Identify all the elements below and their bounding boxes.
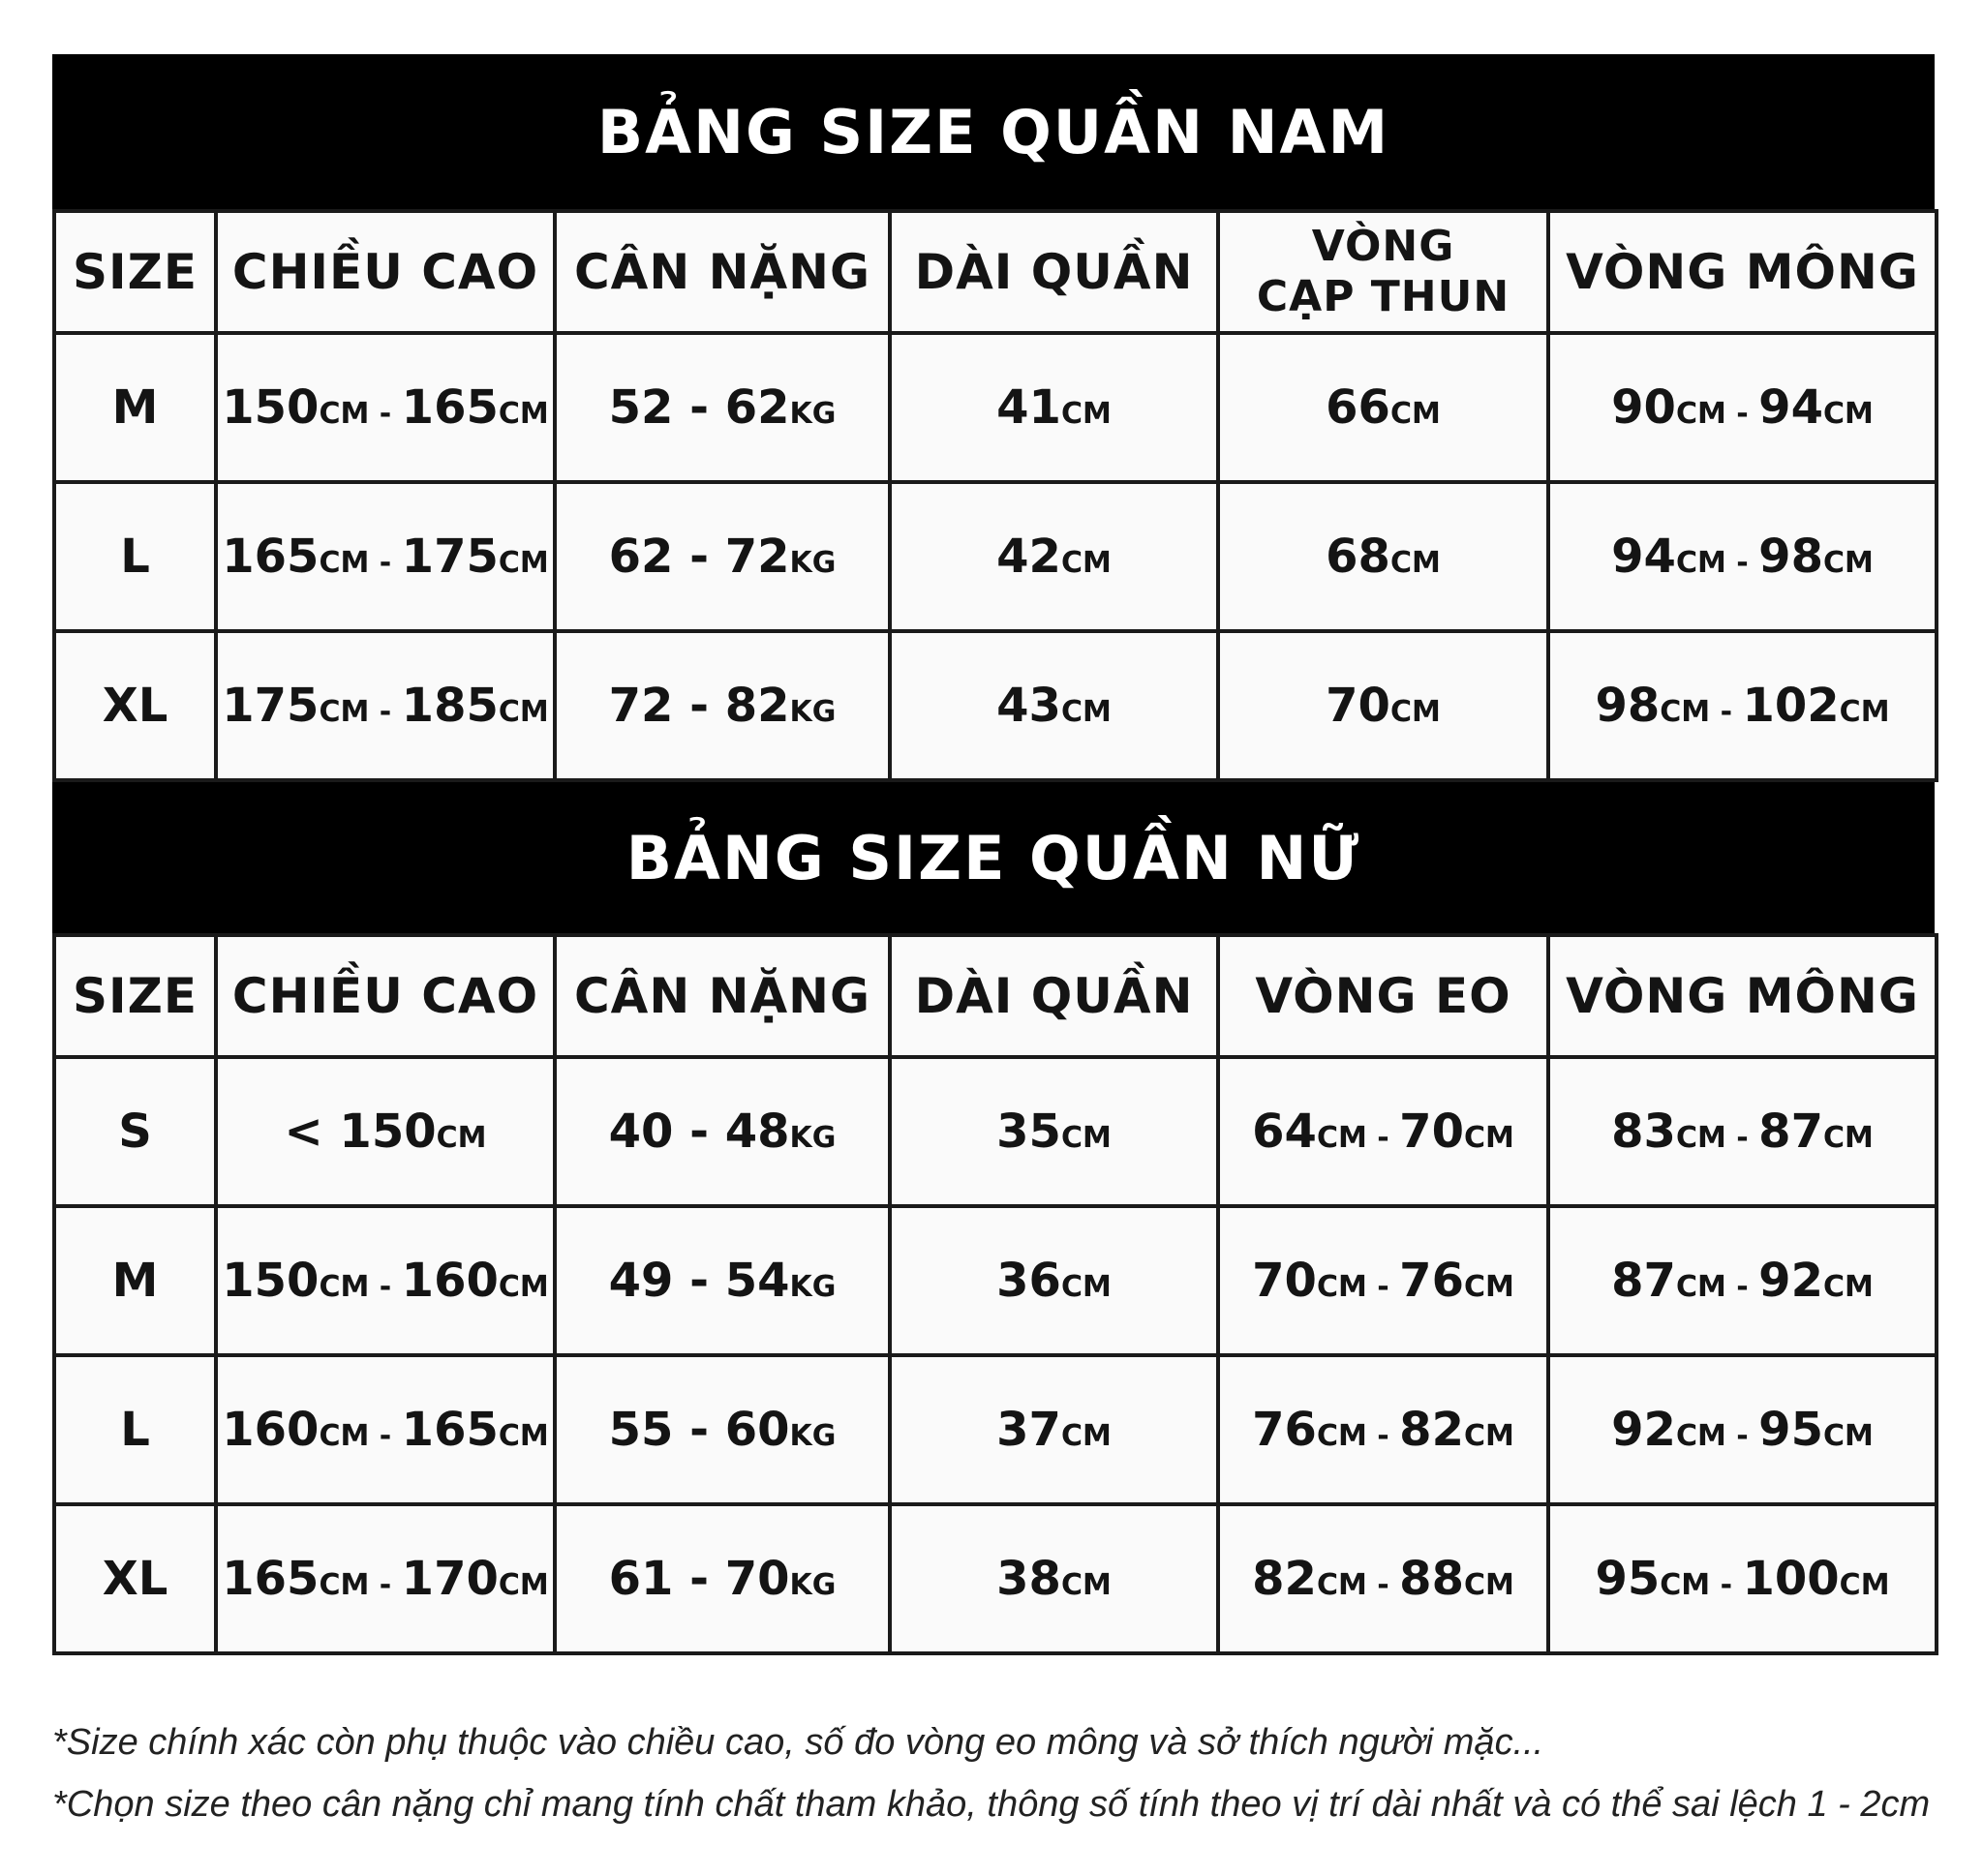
- men-header-row: [54, 211, 1937, 333]
- height-separator: -: [369, 397, 402, 431]
- hip-to-unit: CM: [1822, 1419, 1874, 1453]
- hip-from-value: 87: [1611, 1254, 1676, 1308]
- weight-from-value: 52 - 62: [608, 380, 790, 435]
- length-unit: CM: [1060, 1121, 1112, 1155]
- hip-from-value: 92: [1611, 1403, 1676, 1457]
- hip-separator: -: [1725, 1270, 1759, 1304]
- height-value: < 150: [284, 1104, 437, 1159]
- waistband-unit: CM: [1389, 397, 1441, 431]
- header-size: SIZE: [54, 211, 216, 333]
- hip-from-unit: CM: [1660, 695, 1711, 729]
- length-cell: [890, 631, 1218, 780]
- hip-to-value: 102: [1742, 679, 1840, 733]
- length-unit: CM: [1060, 695, 1112, 729]
- hip-cell: [1548, 1355, 1937, 1504]
- waist-to-value: 70: [1399, 1104, 1464, 1159]
- hip-separator: -: [1725, 1121, 1759, 1155]
- height-cell: [216, 1504, 555, 1653]
- hip-separator: -: [1710, 695, 1743, 729]
- size-cell: XL: [54, 631, 216, 780]
- hip-to-unit: CM: [1822, 1270, 1874, 1304]
- size-cell: L: [54, 482, 216, 631]
- hip-from-unit: CM: [1675, 1419, 1726, 1453]
- weight-from-value: 40 - 48: [608, 1104, 790, 1159]
- height-to-value: 160: [401, 1254, 499, 1308]
- waistband-cell: [1218, 333, 1548, 482]
- height-from-unit: CM: [319, 1419, 370, 1453]
- height-cell: [216, 1057, 555, 1206]
- waistband-unit: CM: [1389, 546, 1441, 580]
- height-from-unit: CM: [319, 397, 370, 431]
- hip-cell: [1548, 333, 1937, 482]
- height-separator: -: [369, 1568, 402, 1602]
- weight-unit: KG: [789, 1121, 837, 1155]
- length-unit: CM: [1060, 1270, 1112, 1304]
- waist-to-unit: CM: [1463, 1121, 1514, 1155]
- hip-to-value: 94: [1758, 380, 1823, 435]
- hip-from-unit: CM: [1675, 1121, 1726, 1155]
- header-weight: CÂN NẶNG: [555, 935, 890, 1057]
- women-header-row: [54, 935, 1937, 1057]
- waistband-value: 68: [1326, 530, 1390, 584]
- header-hip: VÒNG MÔNG: [1548, 935, 1937, 1057]
- note-line-2: *Chọn size theo cân nặng chỉ mang tính chất tham khảo, thông số tính theo vị trí dài nhất và có thể sai lệch 1 - 2cm: [52, 1784, 1931, 1825]
- height-from-value: 150: [222, 1254, 320, 1308]
- length-cell: [890, 1355, 1218, 1504]
- height-to-unit: CM: [498, 546, 549, 580]
- header-waist: VÒNG EO: [1218, 935, 1548, 1057]
- height-separator: -: [369, 1419, 402, 1453]
- hip-to-unit: CM: [1839, 695, 1890, 729]
- height-to-value: 165: [401, 1403, 499, 1457]
- height-from-value: 160: [222, 1403, 320, 1457]
- waist-from-unit: CM: [1316, 1121, 1367, 1155]
- weight-cell: [555, 631, 890, 780]
- height-separator: -: [369, 1270, 402, 1304]
- header-waistband: [1218, 211, 1548, 333]
- height-to-value: 185: [401, 679, 499, 733]
- weight-unit: KG: [789, 1419, 837, 1453]
- hip-from-unit: CM: [1675, 1270, 1726, 1304]
- weight-from-value: 61 - 70: [608, 1552, 790, 1606]
- height-separator: -: [369, 695, 402, 729]
- length-cell: [890, 333, 1218, 482]
- length-cell: [890, 482, 1218, 631]
- header-hip: VÒNG MÔNG: [1548, 211, 1937, 333]
- height-to-unit: CM: [498, 1419, 549, 1453]
- women-size-title: BẢNG SIZE QUẦN NỮ: [52, 782, 1935, 933]
- weight-cell: [555, 1057, 890, 1206]
- waistband-value: 70: [1326, 679, 1390, 733]
- hip-to-value: 92: [1758, 1254, 1823, 1308]
- length-unit: CM: [1060, 1568, 1112, 1602]
- weight-from-value: 49 - 54: [608, 1254, 790, 1308]
- height-separator: -: [369, 546, 402, 580]
- weight-from-value: 55 - 60: [608, 1403, 790, 1457]
- weight-unit: KG: [789, 1270, 837, 1304]
- waist-separator: -: [1366, 1270, 1400, 1304]
- weight-unit: KG: [789, 1568, 837, 1602]
- hip-cell: [1548, 1504, 1937, 1653]
- height-unit: CM: [436, 1121, 487, 1155]
- hip-to-unit: CM: [1822, 1121, 1874, 1155]
- header-size: SIZE: [54, 935, 216, 1057]
- hip-cell: [1548, 482, 1937, 631]
- size-cell: S: [54, 1057, 216, 1206]
- height-from-unit: CM: [319, 1568, 370, 1602]
- size-chart-sheet: [52, 54, 1935, 1655]
- hip-from-value: 95: [1595, 1552, 1661, 1606]
- size-notes: [52, 1711, 1935, 1835]
- weight-unit: KG: [789, 546, 837, 580]
- header-waistband-line2: CẠP THUN: [1256, 272, 1510, 321]
- length-cell: [890, 1504, 1218, 1653]
- weight-from-value: 72 - 82: [608, 679, 790, 733]
- size-cell: M: [54, 1206, 216, 1355]
- hip-separator: -: [1725, 397, 1759, 431]
- hip-to-value: 98: [1758, 530, 1823, 584]
- hip-from-unit: CM: [1675, 546, 1726, 580]
- waist-to-unit: CM: [1463, 1568, 1514, 1602]
- men-size-table: [52, 209, 1938, 782]
- waistband-cell: [1218, 631, 1548, 780]
- weight-cell: [555, 1355, 890, 1504]
- waist-from-unit: CM: [1316, 1270, 1367, 1304]
- height-to-unit: CM: [498, 1568, 549, 1602]
- hip-to-value: 100: [1742, 1552, 1840, 1606]
- hip-to-unit: CM: [1822, 546, 1874, 580]
- height-cell: [216, 1355, 555, 1504]
- waistband-value: 66: [1326, 380, 1390, 435]
- waist-cell: [1218, 1504, 1548, 1653]
- height-from-value: 175: [222, 679, 320, 733]
- height-cell: [216, 333, 555, 482]
- table-row: [54, 1206, 1937, 1355]
- table-row: [54, 333, 1937, 482]
- length-cell: [890, 1057, 1218, 1206]
- weight-cell: [555, 1206, 890, 1355]
- height-to-value: 170: [401, 1552, 499, 1606]
- waist-cell: [1218, 1057, 1548, 1206]
- height-from-unit: CM: [319, 695, 370, 729]
- length-value: 36: [996, 1254, 1061, 1308]
- waist-to-value: 76: [1399, 1254, 1464, 1308]
- length-unit: CM: [1060, 1419, 1112, 1453]
- hip-from-unit: CM: [1660, 1568, 1711, 1602]
- header-height: CHIỀU CAO: [216, 211, 555, 333]
- size-cell: L: [54, 1355, 216, 1504]
- table-row: [54, 1504, 1937, 1653]
- hip-separator: -: [1725, 546, 1759, 580]
- size-cell: M: [54, 333, 216, 482]
- height-from-value: 165: [222, 1552, 320, 1606]
- height-to-unit: CM: [498, 1270, 549, 1304]
- weight-unit: KG: [789, 397, 837, 431]
- height-from-value: 165: [222, 530, 320, 584]
- header-length: DÀI QUẦN: [890, 211, 1218, 333]
- height-to-unit: CM: [498, 695, 549, 729]
- table-row: [54, 1355, 1937, 1504]
- length-value: 41: [996, 380, 1061, 435]
- waist-separator: -: [1366, 1419, 1400, 1453]
- hip-to-unit: CM: [1839, 1568, 1890, 1602]
- hip-to-value: 95: [1758, 1403, 1823, 1457]
- waist-separator: -: [1366, 1121, 1400, 1155]
- header-length: DÀI QUẦN: [890, 935, 1218, 1057]
- waistband-cell: [1218, 482, 1548, 631]
- waist-from-value: 76: [1252, 1403, 1317, 1457]
- length-value: 37: [996, 1403, 1061, 1457]
- header-waistband-line1: VÒNG: [1311, 222, 1455, 271]
- height-from-unit: CM: [319, 1270, 370, 1304]
- hip-cell: [1548, 1206, 1937, 1355]
- length-value: 43: [996, 679, 1061, 733]
- weight-unit: KG: [789, 695, 837, 729]
- length-unit: CM: [1060, 546, 1112, 580]
- hip-from-value: 83: [1611, 1104, 1676, 1159]
- height-to-value: 175: [401, 530, 499, 584]
- table-row: [54, 482, 1937, 631]
- height-from-unit: CM: [319, 546, 370, 580]
- hip-from-unit: CM: [1675, 397, 1726, 431]
- waist-from-unit: CM: [1316, 1419, 1367, 1453]
- hip-from-value: 98: [1595, 679, 1661, 733]
- men-size-title: BẢNG SIZE QUẦN NAM: [52, 54, 1935, 209]
- hip-separator: -: [1725, 1419, 1759, 1453]
- hip-from-value: 94: [1611, 530, 1676, 584]
- waist-from-value: 70: [1252, 1254, 1317, 1308]
- waist-separator: -: [1366, 1568, 1400, 1602]
- length-value: 42: [996, 530, 1061, 584]
- header-height: CHIỀU CAO: [216, 935, 555, 1057]
- height-to-value: 165: [401, 380, 499, 435]
- height-from-value: 150: [222, 380, 320, 435]
- weight-cell: [555, 482, 890, 631]
- height-cell: [216, 482, 555, 631]
- weight-from-value: 62 - 72: [608, 530, 790, 584]
- waistband-unit: CM: [1389, 695, 1441, 729]
- waist-to-value: 82: [1399, 1403, 1464, 1457]
- waist-from-value: 64: [1252, 1104, 1317, 1159]
- header-weight: CÂN NẶNG: [555, 211, 890, 333]
- table-row: [54, 631, 1937, 780]
- height-cell: [216, 1206, 555, 1355]
- waist-to-value: 88: [1399, 1552, 1464, 1606]
- hip-to-unit: CM: [1822, 397, 1874, 431]
- note-line-1: *Size chính xác còn phụ thuộc vào chiều cao, số đo vòng eo mông và sở thích người mặc...: [52, 1722, 1544, 1763]
- weight-cell: [555, 333, 890, 482]
- height-to-unit: CM: [498, 397, 549, 431]
- length-unit: CM: [1060, 397, 1112, 431]
- waist-from-unit: CM: [1316, 1568, 1367, 1602]
- hip-cell: [1548, 1057, 1937, 1206]
- hip-from-value: 90: [1611, 380, 1676, 435]
- hip-separator: -: [1710, 1568, 1743, 1602]
- waist-from-value: 82: [1252, 1552, 1317, 1606]
- length-cell: [890, 1206, 1218, 1355]
- waist-to-unit: CM: [1463, 1270, 1514, 1304]
- height-cell: [216, 631, 555, 780]
- table-row: [54, 1057, 1937, 1206]
- length-value: 38: [996, 1552, 1061, 1606]
- waist-cell: [1218, 1206, 1548, 1355]
- waist-cell: [1218, 1355, 1548, 1504]
- weight-cell: [555, 1504, 890, 1653]
- length-value: 35: [996, 1104, 1061, 1159]
- hip-to-value: 87: [1758, 1104, 1823, 1159]
- waist-to-unit: CM: [1463, 1419, 1514, 1453]
- women-size-table: [52, 933, 1938, 1655]
- hip-cell: [1548, 631, 1937, 780]
- size-cell: XL: [54, 1504, 216, 1653]
